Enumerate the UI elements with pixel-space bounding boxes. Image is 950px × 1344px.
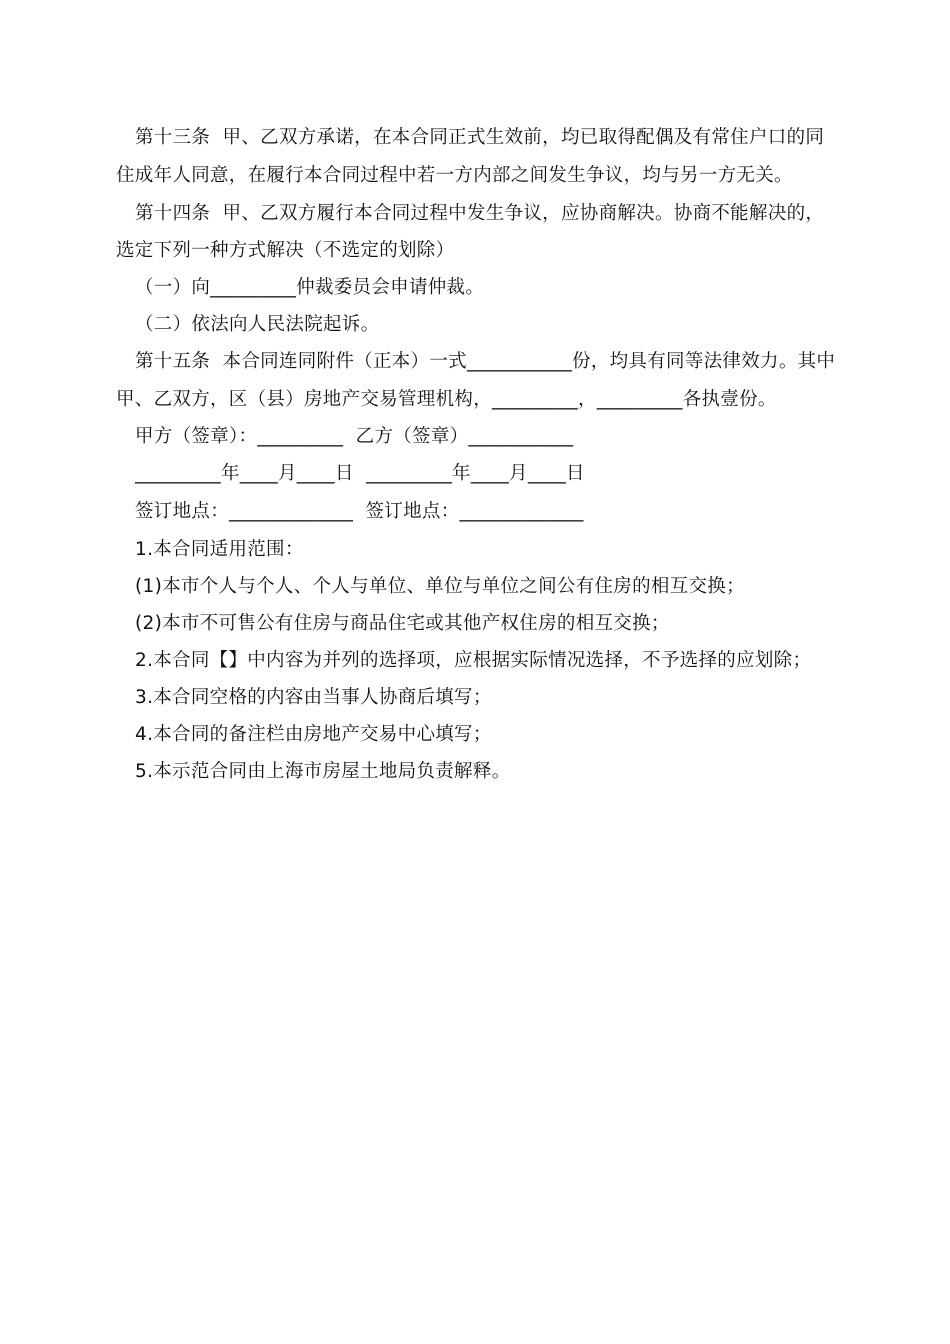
option-court: （二）依法向人民法院起诉。 bbox=[135, 314, 380, 335]
note-1: 1.本合同适用范围： bbox=[135, 539, 304, 560]
clause-15-line-1: 第十五条 本合同连同附件（正本）一式___________份，均具有同等法律效力。其中 bbox=[135, 351, 836, 372]
note-1-item-2: (2)本市不可售公有住房与商品住宅或其他产权住房的相互交换； bbox=[135, 613, 670, 634]
clause-13-line-2: 住成年人同意，在履行本合同过程中若一方内部之间发生争议，均与另一方无关。 bbox=[116, 165, 793, 186]
clause-15-line-2: 甲、乙双方，区（县）房地产交易管理机构，_________，_________各执壹份。 bbox=[116, 389, 777, 410]
date-line: _________年____月____日 _________年____月____日 bbox=[135, 463, 585, 484]
note-3: 3.本合同空格的内容由当事人协商后填写； bbox=[135, 687, 492, 708]
clause-13-line-1: 第十三条 甲、乙双方承诺，在本合同正式生效前，均已取得配偶及有常住户口的同 bbox=[135, 127, 825, 148]
note-2: 2.本合同【】中内容为并列的选择项，应根据实际情况选择，不予选择的应划除； bbox=[135, 650, 812, 671]
note-1-item-1: (1)本市个人与个人、个人与单位、单位与单位之间公有住房的相互交换； bbox=[135, 576, 745, 597]
signature-line: 甲方（签章）：_________ 乙方（签章）___________ bbox=[135, 426, 574, 447]
note-4: 4.本合同的备注栏由房地产交易中心填写； bbox=[135, 724, 492, 745]
note-5: 5.本示范合同由上海市房屋土地局负责解释。 bbox=[135, 761, 511, 782]
clause-14-line-2: 选定下列一种方式解决（不选定的划除） bbox=[116, 240, 455, 261]
option-arbitration: （一）向_________仲裁委员会申请仲裁。 bbox=[135, 277, 485, 298]
signing-place-line: 签订地点：_____________ 签订地点：_____________ bbox=[135, 501, 584, 522]
clause-14-line-1: 第十四条 甲、乙双方履行本合同过程中发生争议，应协商解决。协商不能解决的， bbox=[135, 203, 825, 224]
